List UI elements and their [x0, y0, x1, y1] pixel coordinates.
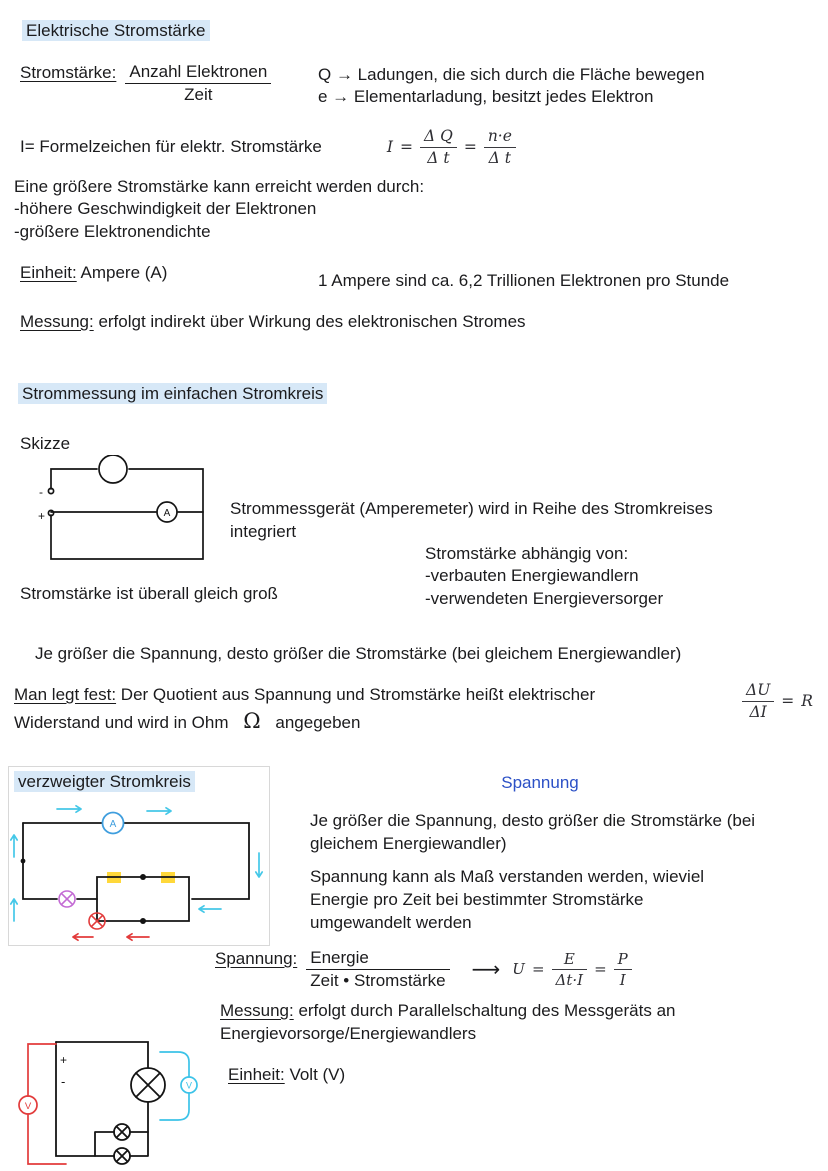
wire-cyan: [160, 1093, 189, 1120]
plus-mark: +: [38, 509, 46, 523]
abhaengig-block: [425, 543, 663, 610]
junction-dot: [140, 918, 146, 924]
amperemeter-note: Strommessgerät (Amperemeter) wird in Reihe des Stromkreises integriert: [230, 499, 713, 541]
resistance-formula: $\frac{\Delta U}{\Delta I}$ = R: [742, 681, 813, 721]
current-formula: I = $\frac{\text{Δ Q}}{\text{Δ t}}$ = $\frac{n\cdot e}{\text{Δ t}}$: [387, 127, 516, 167]
plus-mark: +: [60, 1053, 68, 1067]
einheit-volt-label: Einheit:: [228, 1065, 285, 1084]
parallel-lamp-wires: [95, 1132, 148, 1156]
definition-notes: [318, 64, 705, 109]
voltmeter-label: V: [185, 1080, 193, 1091]
abhaengig-item: -verbauten Energiewandlern: [425, 566, 639, 586]
definition-note-q: Q → Ladungen, die sich durch die Fläche bewegen: [318, 65, 705, 84]
einheit-value: Ampere (A): [80, 263, 168, 282]
parallel-branch-wires: [97, 877, 189, 921]
groessere-item: -höhere Geschwindigkeit der Elektronen: [14, 199, 317, 219]
groessere-block: [14, 176, 424, 243]
simple-circuit-diagram: [35, 455, 215, 573]
verzweigter-stromkreis-panel: [8, 766, 270, 946]
verzweigter-heading: verzweigter Stromkreis: [14, 771, 195, 792]
minus-mark: -: [61, 1074, 66, 1089]
groessere-intro: Eine größere Stromstärke kann erreicht werden durch:: [14, 177, 425, 196]
abhaengig-intro: Stromstärke abhängig von:: [425, 544, 629, 563]
voltage-circuit-diagram: [8, 1028, 223, 1170]
wire: [51, 469, 97, 489]
voltage-formula: U = $\frac{E}{\Delta t\cdot I}$ = $\frac{P}{I}$: [512, 950, 631, 989]
definition-note-e: e → Elementarladung, besitzt jedes Elektron: [318, 87, 654, 107]
formelzeichen-text: I= Formelzeichen für elektr. Stromstärke: [20, 137, 322, 157]
abhaengig-item: -verwendeten Energieversorger: [425, 588, 664, 608]
einheit-ampere: [20, 262, 167, 284]
formelzeichen-row: [20, 127, 516, 167]
messung-value: erfolgt indirekt über Wirkung des elektronischen Stromes: [98, 312, 526, 331]
terminal-plus-icon: [48, 510, 53, 515]
messung-spannung: Messung: erfolgt durch Parallelschaltung des Messgeräts an Energievorsorge/Energiewandlers: [220, 1001, 676, 1043]
formula-fraction-2: $\frac{n\cdot e}{\text{Δ t}}$: [484, 127, 516, 167]
definition-label: Stromstärke:: [20, 63, 117, 82]
formula-fraction-1: $\frac{\text{Δ Q}}{\text{Δ t}}$: [420, 127, 457, 167]
ammeter-label: A: [163, 508, 171, 519]
ueberall-note: Stromstärke ist überall gleich groß: [20, 584, 278, 603]
minus-mark: -: [39, 485, 43, 499]
arrow-right-icon: ⟶: [471, 958, 501, 981]
branched-circuit-diagram: [9, 795, 267, 945]
ampere-note: 1 Ampere sind ca. 6,2 Trillionen Elektronen pro Stunde: [318, 271, 730, 290]
current-direction-arrows-red: [73, 934, 149, 940]
ammeter-label: A: [109, 819, 117, 831]
stromstaerke-definition: [20, 62, 271, 106]
wire: [23, 823, 57, 899]
spannung-definition: [215, 948, 632, 992]
groessere-item: -größere Elektronendichte: [14, 221, 211, 241]
page-title-text: Elektrische Stromstärke: [22, 20, 210, 41]
skizze-label: Skizze: [20, 434, 71, 453]
einheit-volt-value: Volt (V): [289, 1065, 346, 1084]
man-legt-fest: Man legt fest: Der Quotient aus Spannung und Stromstärke heißt elektrischer Widerstand und wird in Ohm Ω angegeben: [14, 685, 596, 733]
terminal-minus-icon: [48, 488, 53, 493]
wire: [124, 823, 249, 899]
fraction-denominator: Zeit: [184, 85, 213, 105]
wire: [56, 1042, 148, 1068]
section-strommessung-heading: Strommessung im einfachen Stromkreis: [18, 383, 327, 405]
voltmeter-label: V: [24, 1101, 32, 1112]
wire-cyan: [160, 1052, 189, 1077]
messung-label: Messung:: [20, 312, 94, 331]
je-groesser-note: Je größer die Spannung, desto größer die Stromstärke (bei gleichem Energiewandler): [35, 644, 682, 663]
messung-strom: [20, 311, 526, 333]
definition-fraction: [125, 62, 271, 106]
junction-dot: [21, 859, 26, 864]
spannung-paragraph-1: Je größer die Spannung, desto größer die Stromstärke (bei gleichem Energiewandler): [310, 811, 756, 853]
einheit-volt: [228, 1064, 345, 1086]
wire-red: [28, 1044, 56, 1096]
fraction-numerator: Anzahl Elektronen: [125, 62, 271, 84]
messung-spannung-label: Messung:: [220, 1001, 294, 1020]
lamp-icon: [99, 455, 127, 483]
formula-lhs: I: [386, 138, 393, 157]
spannung-heading: Spannung: [501, 773, 579, 792]
spannung-definition-label: Spannung:: [215, 949, 298, 968]
spannung-fraction: $\frac{\text{Energie}}{\text{Zeit • Stromstärke}}$: [306, 948, 449, 992]
omega-symbol: Ω: [243, 708, 261, 733]
man-legt-fest-label: Man legt fest:: [14, 685, 117, 704]
junction-dot: [140, 874, 146, 880]
wire: [51, 469, 203, 559]
spannung-paragraph-2: Spannung kann als Maß verstanden werden, wieviel Energie pro Zeit bei bestimmter Stromstärke umgewandelt werden: [310, 867, 705, 932]
page-title: [22, 20, 210, 42]
einheit-label: Einheit:: [20, 263, 77, 282]
